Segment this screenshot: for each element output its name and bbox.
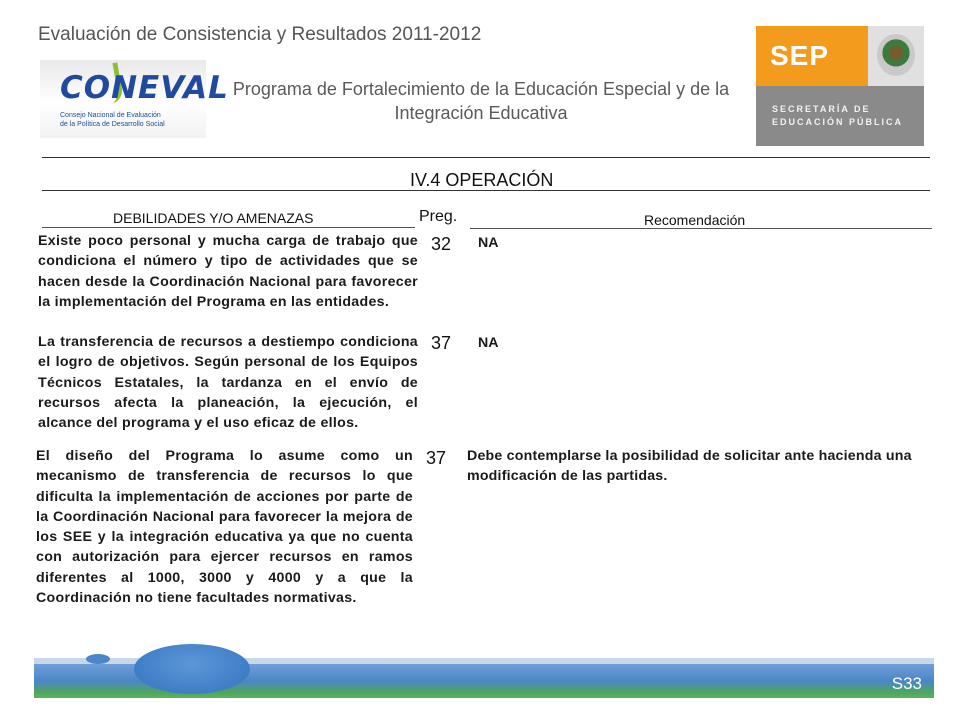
table-row-weakness: Existe poco personal y mucha carga de trabajo que condiciona el número y tipo de actividades que se hacen desde la Coordinación Nacional para favorecer la implementación del Programa en las entidades. xyxy=(38,233,418,310)
coneval-subtitle-line1: Consejo Nacional de Evaluación xyxy=(60,112,161,119)
sep-logo xyxy=(756,26,924,146)
column-header-rule-left xyxy=(42,227,415,228)
table-row-recommendation: NA xyxy=(478,335,499,351)
coneval-logo-word: CONEVAL xyxy=(60,70,229,106)
evaluation-title: Evaluación de Consistencia y Resultados 2011-2012 xyxy=(38,24,482,45)
footer-small-ellipse xyxy=(86,654,110,664)
header-divider xyxy=(42,157,930,158)
eagle-seal-icon xyxy=(877,34,915,76)
slide-number: S33 xyxy=(891,674,922,693)
table-row-weakness: La transferencia de recursos a destiempo condiciona el logro de objetivos. Según personal de los Equipos Técnicos Estatales, la tardanza en el envío de recursos afecta la planeación, la ejecución, el alcance del programa y el uso eficaz de ellos. xyxy=(38,334,418,432)
column-header-question: Preg. xyxy=(419,208,458,225)
national-seal-icon xyxy=(868,26,924,86)
table-row-weakness: El diseño del Programa lo asume como un mecanismo de transferencia de recursos lo que dificulta la implementación de acciones por parte de la Coordinación Nacional para favorecer la mejora de los SEE y la integración educativa ya que no cuenta con autorización para ejercer recursos en ramos diferentes al 1000, 3000 y 4000 y a que la Coordinación no tiene facultades normativas. xyxy=(36,448,413,607)
footer-band xyxy=(34,640,934,698)
table-row-question: 32 xyxy=(431,234,452,254)
sep-logo-line2: EDUCACIÓN PÚBLICA xyxy=(772,117,904,127)
table-row-recommendation: NA xyxy=(478,235,499,251)
column-header-weaknesses: DEBILIDADES Y/O AMENAZAS xyxy=(113,210,314,226)
program-title: Programa de Fortalecimiento de la Educación Especial y de la Integración Educativa xyxy=(232,79,730,123)
table-row-question: 37 xyxy=(431,333,452,353)
table-row-recommendation: Debe contemplarse la posibilidad de solicitar ante hacienda una modificación de las partidas. xyxy=(467,448,912,485)
footer-large-ellipse xyxy=(134,644,250,694)
sep-logo-abbr: SEP xyxy=(756,26,868,86)
section-divider xyxy=(42,190,930,191)
sep-logo-caption xyxy=(756,86,924,146)
sep-logo-line1: SECRETARÍA DE xyxy=(772,104,871,114)
column-header-recommendation: Recomendación xyxy=(644,212,746,228)
coneval-logo xyxy=(40,60,229,138)
section-title: IV.4 OPERACIÓN xyxy=(410,170,554,190)
coneval-subtitle-line2: de la Política de Desarrollo Social xyxy=(60,121,165,128)
table-row-question: 37 xyxy=(426,448,447,468)
column-header-rule-right xyxy=(470,228,932,229)
